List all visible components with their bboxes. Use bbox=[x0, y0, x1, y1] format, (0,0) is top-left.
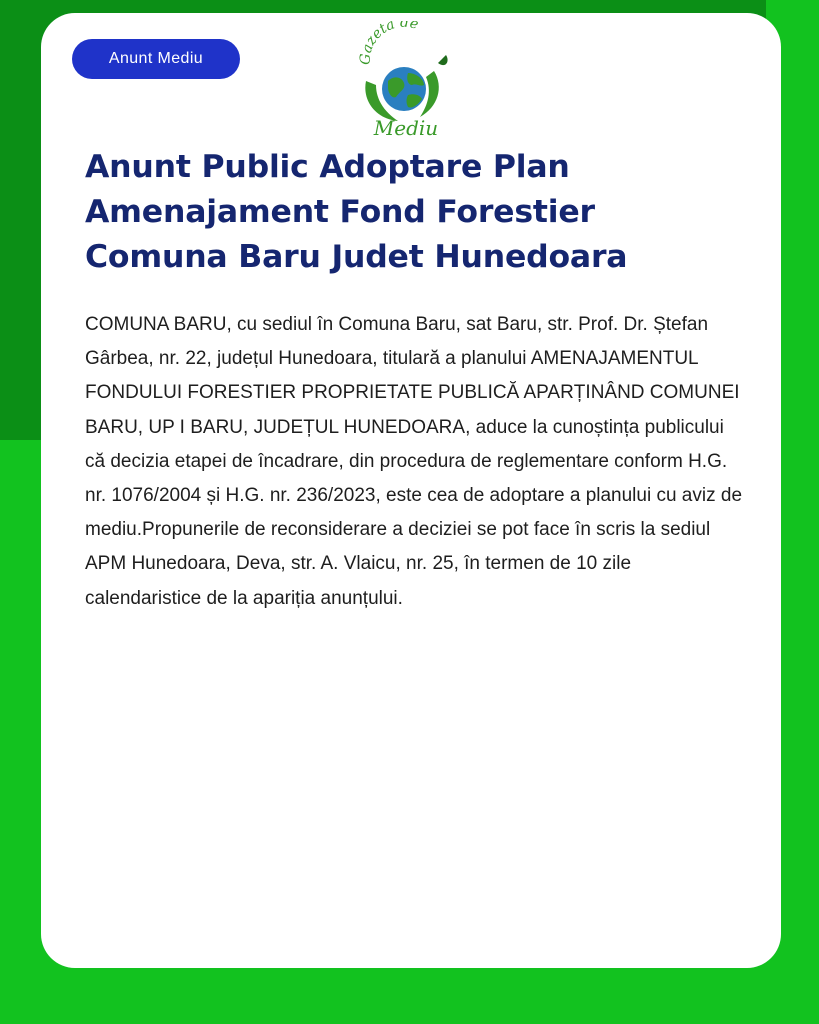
globe-leaf-logo-icon bbox=[346, 21, 456, 139]
announcement-title: Anunt Public Adoptare Plan Amenajament Fond Forestier Comuna Baru Judet Hunedoara bbox=[85, 149, 628, 275]
svg-text:Gazeta de bbox=[358, 21, 421, 65]
category-badge-label: Anunt Mediu bbox=[108, 50, 204, 67]
announcement-card bbox=[41, 13, 781, 968]
gazeta-de-mediu-logo[interactable] bbox=[346, 21, 456, 139]
category-badge[interactable] bbox=[72, 39, 240, 79]
logo-text-top: Gazeta de bbox=[357, 21, 421, 66]
announcement-body: COMUNA BARU, cu sediul în Comuna Baru, sat Baru, str. Prof. Dr. Ștefan Gârbea, nr. 22, județul Hunedoara, titulară a planului AMENAJAMENTUL FONDULUI FORESTIER PROPRIETATE PUBLICĂ APARȚINÂND COMUNEI BARU, UP I BARU, JUDEȚUL HUNEDOARA, aduce la cunoștința publicului că decizia etapei de încadrare, din procedura de reglementare conform H.G. nr. 1076/2004 și H.G. nr. 236/2023, este cea de adoptare a planului cu aviz de mediu.Propunerile de reconsiderare a deciziei se pot face în scris la sediul APM Hunedoara, Deva, str. A. Vlaicu, nr. 25, în termen de 10 zile calendaristice de la apariția anunțului. bbox=[85, 314, 743, 609]
logo-text-bottom: Mediu bbox=[373, 116, 439, 139]
